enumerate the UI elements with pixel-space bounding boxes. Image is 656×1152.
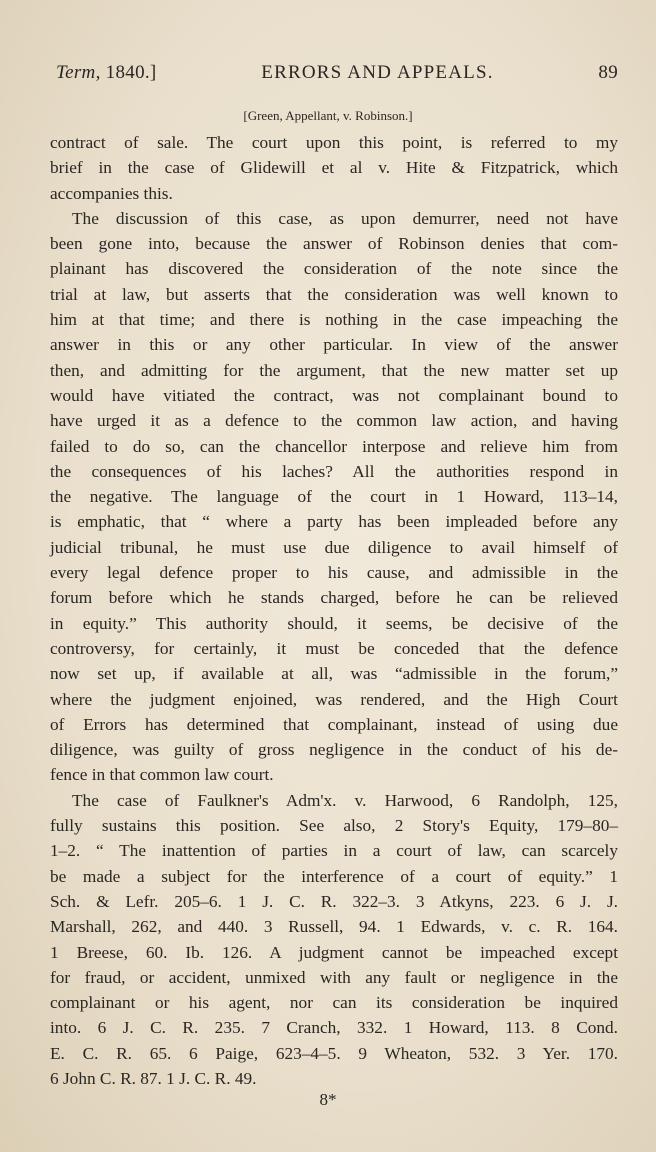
text-line: Sch. & Lefr. 205–6. 1 J. C. R. 322–3. 3 Atkyns, 223. 6 J. J.	[50, 891, 618, 911]
running-header	[56, 62, 618, 84]
text-line: him at that time; and there is nothing in the case impeaching the	[50, 310, 618, 330]
text-line: brief in the case of Glidewill et al v. Hite & Fitzpatrick, which	[50, 158, 618, 178]
text-line: trial at law, but asserts that the consideration was well known to	[50, 284, 618, 304]
text-line: 1–2. “ The inattention of parties in a court of law, can scarcely	[50, 841, 618, 861]
header-title: ERRORS AND APPEALS.	[261, 62, 494, 83]
text-line: would have vitiated the contract, was not complainant bound to	[50, 385, 618, 405]
text-line: fence in that common law court.	[50, 765, 274, 785]
text-line: forum before which he stands charged, before he can be relieved	[50, 588, 618, 608]
text-line: now set up, if available at all, was “admissible in the forum,”	[50, 664, 618, 684]
text-line: is emphatic, that “ where a party has been impleaded before any	[50, 512, 618, 532]
signature-mark: 8*	[319, 1090, 337, 1109]
text-line: in equity.” This authority should, it seems, be decisive of the	[50, 613, 618, 633]
text-line: answer in this or any other particular. In view of the answer	[50, 335, 618, 355]
text-line: be made a subject for the interference of a court of equity.” 1	[50, 866, 618, 886]
text-line: into. 6 J. C. R. 235. 7 Cranch, 332. 1 Howard, 113. 8 Cond.	[50, 1018, 618, 1038]
text-line: failed to do so, can the chancellor interpose and relieve him from	[50, 436, 618, 456]
text-line: The discussion of this case, as upon demurrer, need not have	[72, 208, 618, 228]
text-line: every legal defence proper to his cause, and admissible in the	[50, 563, 618, 583]
text-line: plainant has discovered the consideration of the note since the	[50, 259, 618, 279]
text-line: then, and admitting for the argument, that the new matter set up	[50, 360, 618, 380]
text-line: for fraud, or accident, unmixed with any fault or negligence in the	[50, 967, 618, 987]
body-text	[50, 130, 618, 1091]
text-line: have urged it as a defence to the common law action, and having	[50, 411, 618, 431]
text-line: contract of sale. The court upon this point, is referred to my	[50, 133, 618, 152]
text-line: been gone into, because the answer of Robinson denies that com-	[50, 234, 618, 254]
text-line: judicial tribunal, he must use due diligence to avail himself of	[50, 537, 618, 557]
text-line: 6 John C. R. 87. 1 J. C. R. 49.	[50, 1068, 257, 1088]
text-line: diligence, was guilty of gross negligence in the conduct of his de-	[50, 740, 618, 760]
case-caption: [Green, Appellant, v. Robinson.]	[243, 108, 413, 123]
text-line: E. C. R. 65. 6 Paige, 623–4–5. 9 Wheaton, 532. 3 Yer. 170.	[50, 1043, 618, 1063]
text-line: accompanies this.	[50, 183, 173, 203]
text-line: Marshall, 262, and 440. 3 Russell, 94. 1 Edwards, v. c. R. 164.	[50, 917, 618, 937]
header-term: Term, 1840.]	[56, 62, 157, 83]
text-line: complainant or his agent, nor can its consideration be inquired	[50, 993, 618, 1013]
text-line: the negative. The language of the court in 1 Howard, 113–14,	[50, 487, 618, 507]
text-line: where the judgment enjoined, was rendered, and the High Court	[50, 689, 618, 709]
text-line: The case of Faulkner's Adm'x. v. Harwood, 6 Randolph, 125,	[72, 790, 618, 810]
text-line: the consequences of his laches? All the authorities respond in	[50, 461, 618, 481]
page-number: 89	[598, 62, 618, 83]
text-line: of Errors has determined that complainant, instead of using due	[50, 714, 618, 734]
text-line: controversy, for certainly, it must be conceded that the defence	[50, 638, 618, 658]
text-line: fully sustains this position. See also, 2 Story's Equity, 179–80–	[50, 816, 618, 836]
text-line: 1 Breese, 60. Ib. 126. A judgment cannot be impeached except	[50, 942, 618, 962]
